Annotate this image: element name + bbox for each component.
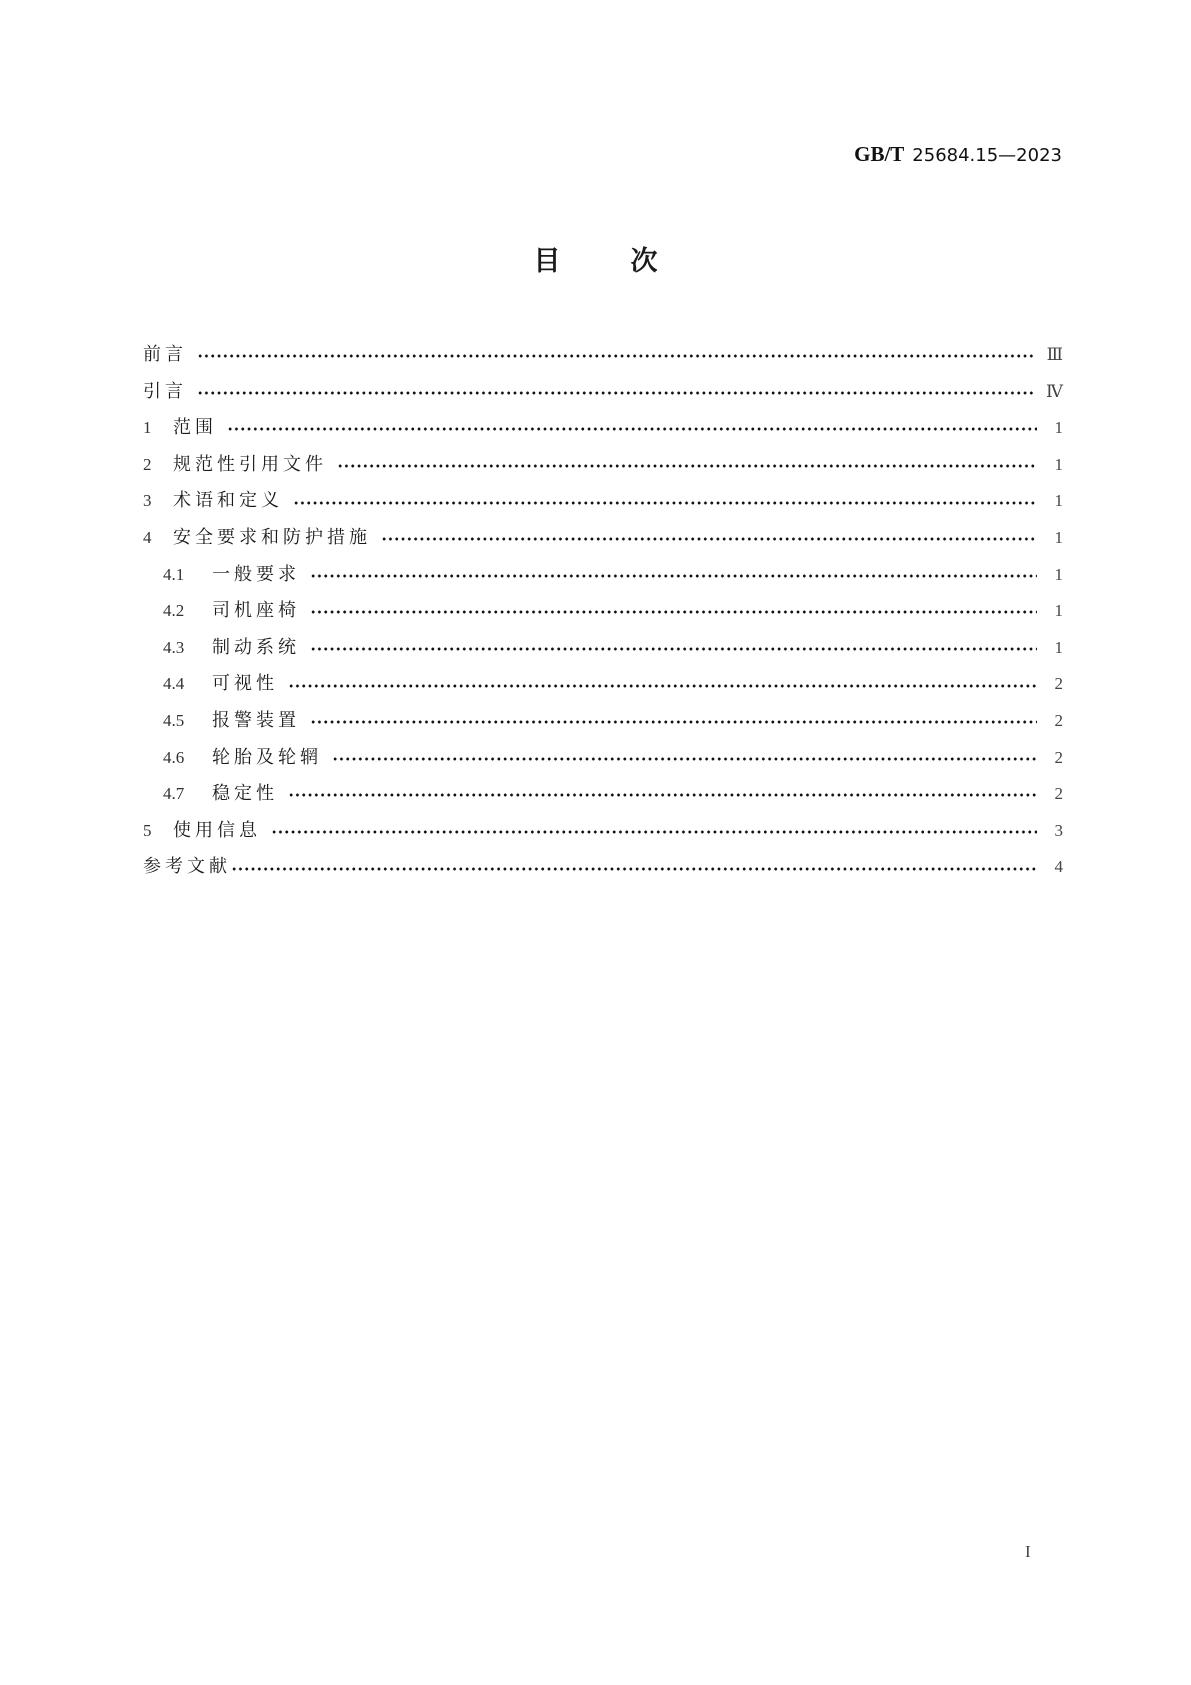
toc-entry-number: 4.7 <box>163 784 185 804</box>
toc-entry-label: 稳定性 <box>212 783 278 805</box>
toc-entry-label: 司机座椅 <box>212 600 300 622</box>
toc-entry-page: 1 <box>1054 527 1063 547</box>
toc-entry-number: 4.4 <box>163 674 185 694</box>
toc-entry-label: 轮胎及轮辋 <box>212 746 322 768</box>
toc-entry-page: 2 <box>1054 747 1063 767</box>
dot-leader <box>288 790 1037 800</box>
dot-leader <box>337 461 1037 471</box>
toc-entry-label: 术语和定义 <box>173 490 283 512</box>
toc-entry-label: 安全要求和防护措施 <box>173 526 371 548</box>
dot-leader <box>231 864 1037 874</box>
standard-code <box>854 142 1062 168</box>
toc-entry-normative-references[interactable] <box>143 447 1063 484</box>
toc-entry-page: 2 <box>1054 710 1063 730</box>
toc-entry-label: 一般要求 <box>212 563 300 585</box>
toc-entry-page: 1 <box>1054 418 1063 438</box>
dot-leader <box>227 424 1037 434</box>
dot-leader <box>197 388 1034 398</box>
dot-leader <box>381 534 1037 544</box>
toc-entry-page: Ⅲ <box>1046 345 1063 364</box>
toc-entry-page: 1 <box>1054 454 1063 474</box>
toc-entry-page: 3 <box>1054 820 1063 840</box>
dot-leader <box>332 754 1037 764</box>
dot-leader <box>271 827 1037 837</box>
toc-entry-label: 制动系统 <box>212 636 300 658</box>
toc-entry-label: 引言 <box>143 380 187 402</box>
dot-leader <box>310 644 1037 654</box>
dot-leader <box>288 681 1037 691</box>
toc-entry-scope[interactable] <box>143 410 1063 447</box>
toc-entry-label: 前言 <box>143 344 187 365</box>
toc-entry-visibility[interactable] <box>143 666 1063 703</box>
dot-leader <box>310 571 1037 581</box>
toc-entry-information-for-use[interactable] <box>143 813 1063 850</box>
toc-entry-bibliography[interactable] <box>143 849 1063 886</box>
toc-entry-braking-system[interactable] <box>143 630 1063 667</box>
toc-entry-number: 4.3 <box>163 637 185 657</box>
dot-leader <box>197 351 1035 361</box>
toc-entry-number: 3 <box>143 491 152 511</box>
toc-entry-page: 1 <box>1054 564 1063 584</box>
toc-entry-number: 2 <box>143 454 152 474</box>
toc-entry-label: 报警装置 <box>212 709 300 731</box>
toc-entry-number: 1 <box>143 418 152 438</box>
toc-entry-introduction[interactable] <box>143 374 1063 411</box>
toc-entry-number: 4.2 <box>163 601 185 621</box>
toc-entry-general-requirements[interactable] <box>143 557 1063 594</box>
dot-leader <box>310 607 1037 617</box>
toc-entry-page: 2 <box>1054 674 1063 694</box>
dot-leader <box>293 498 1037 508</box>
toc-entry-number: 4.6 <box>163 747 185 767</box>
toc-entry-page: Ⅳ <box>1046 381 1063 401</box>
toc-entry-operator-seat[interactable] <box>143 593 1063 630</box>
toc-entry-number: 4.1 <box>163 564 185 584</box>
title-char-1: 目 <box>533 246 561 277</box>
toc-entry-warning-devices[interactable] <box>143 703 1063 740</box>
toc-entry-label: 可视性 <box>212 673 278 695</box>
toc-entry-terms-definitions[interactable] <box>143 483 1063 520</box>
title-char-2: 次 <box>630 246 658 277</box>
toc-entry-label: 范围 <box>173 417 217 439</box>
page-number: I <box>1025 1542 1031 1561</box>
dot-leader <box>310 717 1037 727</box>
toc-entry-page: 2 <box>1054 784 1063 804</box>
toc-entry-number: 5 <box>143 820 152 840</box>
page-title <box>0 246 1191 278</box>
toc-entry-page: 4 <box>1054 857 1063 877</box>
toc-entry-label: 参考文献 <box>143 856 231 878</box>
toc-entry-page: 1 <box>1054 491 1063 511</box>
toc-entry-label: 规范性引用文件 <box>173 453 327 475</box>
toc-entry-number: 4 <box>143 527 152 547</box>
toc-entry-page: 1 <box>1054 637 1063 657</box>
toc-entry-tyres-rims[interactable] <box>143 740 1063 777</box>
toc-entry-safety-requirements[interactable] <box>143 520 1063 557</box>
toc-entry-stability[interactable] <box>143 776 1063 813</box>
table-of-contents <box>143 337 1063 886</box>
toc-entry-page: 1 <box>1054 601 1063 621</box>
standard-prefix: GB/T <box>854 142 905 166</box>
toc-entry-label: 使用信息 <box>173 819 261 841</box>
toc-entry-number: 4.5 <box>163 710 185 730</box>
toc-entry-foreword[interactable] <box>143 337 1063 374</box>
standard-number: 25684.15—2023 <box>912 145 1062 166</box>
